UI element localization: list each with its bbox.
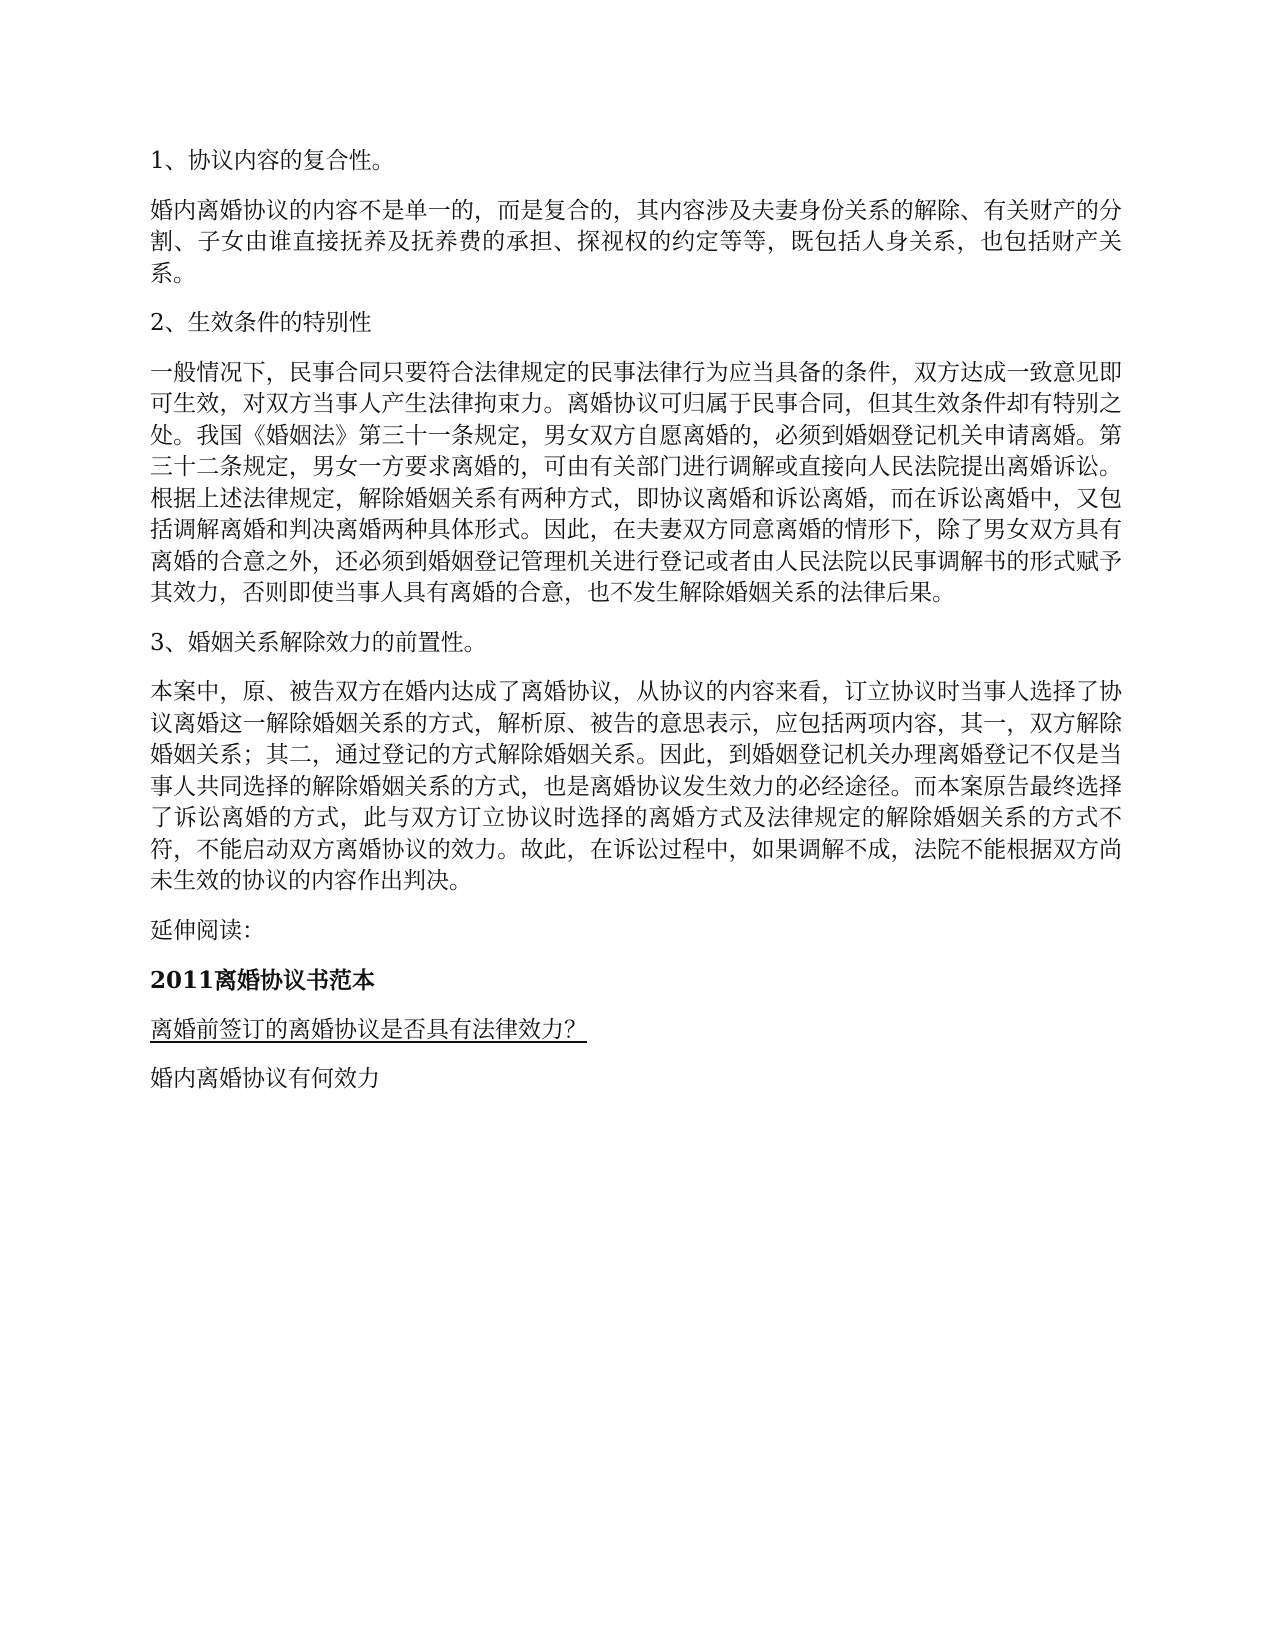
further-reading-label: 延伸阅读：: [150, 917, 265, 944]
section-body-2: 一般情况下，民事合同只要符合法律规定的民事法律行为应当具备的条件，双方达成一致意见即可生效，对双方当事人产生法律拘束力。离婚协议可归属于民事合同，但其生效条件却有特别之处。我国《婚姻法》第三十一条规定，男女双方自愿离婚的，必须到婚姻登记机关申请离婚。第三十二条规定，男女一方要求离婚的，可由有关部门进行调解或直接向人民法院提出离婚诉讼。根据上述法律规定，解除婚姻关系有两种方式，即协议离婚和诉讼离婚，而在诉讼离婚中，又包括调解离婚和判决离婚两种具体形式。因此，在夫妻双方同意离婚的情形下，除了男女双方具有离婚的合意之外，还必须到婚姻登记管理机关进行登记或者由人民法院以民事调解书的形式赋予其效力，否则即使当事人具有离婚的合意，也不发生解除婚姻关系的法律后果。: [150, 359, 1122, 606]
section-heading-3: 3、婚姻关系解除效力的前置性。: [150, 629, 487, 656]
related-article-title[interactable]: 2011离婚协议书范本: [150, 967, 376, 994]
section-heading-1: 1、协议内容的复合性。: [150, 148, 395, 174]
section-body-3: 本案中，原、被告双方在婚内达成了离婚协议，从协议的内容来看，订立协议时当事人选择了协议离婚这一解除婚姻关系的方式，解析原、被告的意思表示，应包括两项内容，其一，双方解除婚姻关系；其二，通过登记的方式解除婚姻关系。因此，到婚姻登记机关办理离婚登记不仅是当事人共同选择的解除婚姻关系的方式，也是离婚协议发生效力的必经途径。而本案原告最终选择了诉讼离婚的方式，此与双方订立协议时选择的离婚方式及法律规定的解除婚姻关系的方式不符，不能启动双方离婚协议的效力。故此，在诉讼过程中，如果调解不成，法院不能根据双方尚未生效的协议的内容作出判决。: [150, 679, 1122, 894]
related-article-plain[interactable]: 婚内离婚协议有何效力: [150, 1066, 380, 1092]
related-article-link[interactable]: 离婚前签订的离婚协议是否具有法律效力？: [150, 1016, 587, 1043]
section-body-1: 婚内离婚协议的内容不是单一的，而是复合的，其内容涉及夫妻身份关系的解除、有关财产的分割、子女由谁直接抚养及抚养费的承担、探视权的约定等等，既包括人身关系，也包括财产关系。: [150, 197, 1122, 287]
document-page: [150, 146, 1122, 1114]
section-heading-2: 2、生效条件的特别性: [150, 310, 372, 336]
